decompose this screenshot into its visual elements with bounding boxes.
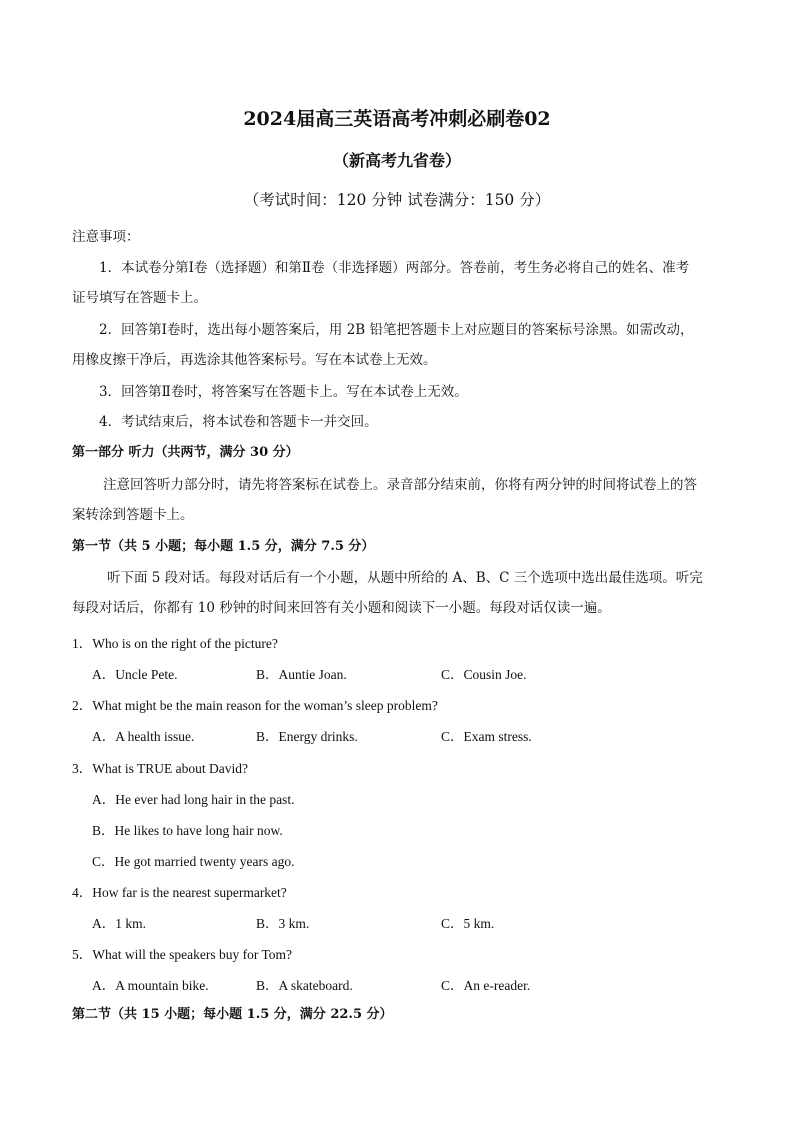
option-b: B．Energy drinks. xyxy=(256,729,358,744)
option-b: B．Auntie Joan. xyxy=(256,667,347,682)
option-a: A．He ever had long hair in the past. xyxy=(92,792,295,807)
notes-heading: 注意事项： xyxy=(72,229,140,245)
part1-intro-line-1: 注意回答听力部分时，请先将答案标在试卷上。录音部分结束前，你将有两分钟的时间将试卷上的答 xyxy=(103,477,697,493)
note-3: 3．回答第Ⅱ卷时，将答案写在答题卡上。写在本试卷上无效。 xyxy=(99,384,468,400)
section1-intro-line-1: 听下面 5 段对话。每段对话后有一个小题，从题中所给的 A、B、C 三个选项中选出最佳选项。听完 xyxy=(107,570,703,586)
option-b: B．3 km. xyxy=(256,916,310,931)
note-1-line-2: 证号填写在答题卡上。 xyxy=(72,290,207,306)
note-2-line-1: 2．回答第Ⅰ卷时，选出每小题答案后，用 2B 铅笔把答题卡上对应题目的答案标号涂黑。如需改动， xyxy=(99,322,694,338)
exam-info: （考试时间：120 分钟 试卷满分：150 分） xyxy=(243,191,551,209)
part1-intro-line-2: 案转涂到答题卡上。 xyxy=(72,507,194,523)
page-title: 2024届高三英语高考冲刺必刷卷02 xyxy=(243,108,551,130)
option-b: B．He likes to have long hair now. xyxy=(92,823,283,838)
note-2-line-2: 用橡皮擦干净后，再选涂其他答案标号。写在本试卷上无效。 xyxy=(72,352,437,368)
option-a: A．1 km. xyxy=(92,916,146,931)
option-c: C．Exam stress. xyxy=(441,729,532,744)
section1-heading: 第一节（共 5 小题；每小题 1.5 分，满分 7.5 分） xyxy=(72,539,375,554)
option-a: A．Uncle Pete. xyxy=(92,667,178,682)
part1-heading: 第一部分 听力（共两节，满分 30 分） xyxy=(72,445,299,460)
option-b: B．A skateboard. xyxy=(256,978,353,993)
note-4: 4．考试结束后，将本试卷和答题卡一并交回。 xyxy=(99,414,378,430)
option-a: A．A health issue. xyxy=(92,729,195,744)
note-1-line-1: 1．本试卷分第Ⅰ卷（选择题）和第Ⅱ卷（非选择题）两部分。答卷前，考生务必将自己的姓名、准考 xyxy=(99,260,690,276)
question-stem: 4．How far is the nearest supermarket? xyxy=(72,885,287,900)
option-c: C．Cousin Joe. xyxy=(441,667,527,682)
page-subtitle: （新高考九省卷） xyxy=(332,151,461,170)
section2-heading: 第二节（共 15 小题；每小题 1.5 分，满分 22.5 分） xyxy=(72,1007,393,1022)
section1-intro-line-2: 每段对话后，你都有 10 秒钟的时间来回答有关小题和阅读下一小题。每段对话仅读一遍。 xyxy=(72,600,611,616)
option-c: C．5 km. xyxy=(441,916,495,931)
question-stem: 2．What might be the main reason for the woman’s sleep problem? xyxy=(72,698,438,713)
option-a: A．A mountain bike. xyxy=(92,978,209,993)
question-stem: 3．What is TRUE about David? xyxy=(72,761,248,776)
option-c: C．He got married twenty years ago. xyxy=(92,854,295,869)
question-stem: 1．Who is on the right of the picture? xyxy=(72,636,278,651)
option-c: C．An e-reader. xyxy=(441,978,531,993)
question-stem: 5．What will the speakers buy for Tom? xyxy=(72,947,293,962)
